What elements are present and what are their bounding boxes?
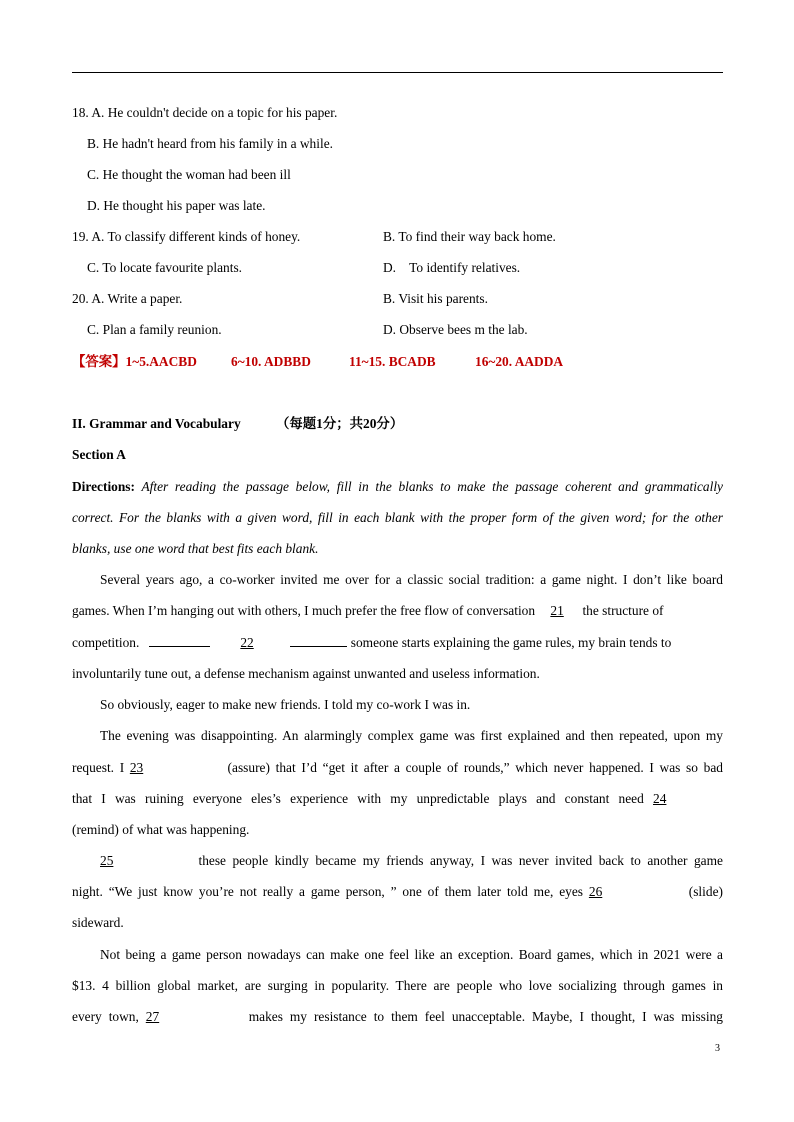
p1-line-2	[72, 603, 664, 619]
p5-line-3-text-b: makes my resistance to them feel unacceptable. Maybe, I thought, I was missing	[248, 1009, 723, 1024]
p2-line-1: So obviously, eager to make new friends. I told my co-work I was in.	[100, 697, 471, 712]
p1-line-3	[72, 634, 671, 651]
answer-key-16-20: 16~20. AADDA	[475, 354, 564, 369]
p1-line-2-text-a: games. When I’m hanging out with others, I much prefer the free flow of conversation	[72, 603, 536, 618]
q20-option-b: B. Visit his parents.	[383, 291, 488, 306]
directions-line-3: blanks, use one word that best fits each blank.	[72, 541, 319, 556]
p1-line-4: involuntarily tune out, a defense mechanism against unwanted and useless information.	[72, 666, 540, 681]
q18-option-b: B. He hadn't heard from his family in a while.	[87, 136, 333, 151]
p3-line-3-text-a: that I was ruining everyone eles’s experience with my unpredictable plays and constant need	[72, 791, 644, 806]
blank-23[interactable]: 23	[129, 760, 144, 775]
blank-22[interactable]: 22	[240, 635, 254, 650]
answer-key-6-10: 6~10. ADBBD	[231, 354, 311, 369]
blank-26[interactable]: 26	[588, 884, 603, 899]
blank-24[interactable]: 24	[653, 791, 667, 806]
section-score: （每题1分；共20分）	[276, 416, 404, 431]
answer-key-1-5: 【答案】1~5.AACBD	[72, 354, 197, 369]
section-a-heading: Section A	[72, 447, 126, 462]
q18-option-a: 18. A. He couldn't decide on a topic for his paper.	[72, 105, 338, 120]
q19-option-d: D. To identify relatives.	[383, 260, 521, 275]
p5-line-3	[72, 1009, 723, 1025]
q20-option-a: 20. A. Write a paper.	[72, 291, 183, 306]
q20-option-c: C. Plan a family reunion.	[87, 322, 222, 337]
q19-option-c: C. To locate favourite plants.	[87, 260, 242, 275]
q19-option-b: B. To find their way back home.	[383, 229, 556, 244]
p3-line-2-text-a: request. I	[72, 760, 125, 775]
p4-line-2-text-a: night. “We just know you’re not really a game person, ” one of them later told me, eyes	[72, 884, 584, 899]
answer-key-11-15: 11~15. BCADB	[349, 354, 436, 369]
p5-line-3-text-a: every town,	[72, 1009, 139, 1024]
p5-line-2: $13. 4 billion global market, are surging in popularity. There are people who love socializing through games in	[72, 978, 723, 993]
p1-line-1: Several years ago, a co-worker invited me over for a classic social tradition: a game night. I don’t like board	[100, 572, 723, 587]
directions-line-1	[72, 479, 723, 495]
p3-line-1: The evening was disappointing. An alarmingly complex game was first explained and then repeated, upon my	[100, 728, 723, 743]
q18-option-d: D. He thought his paper was late.	[87, 198, 266, 213]
p4-line-2-text-b: (slide)	[688, 884, 723, 899]
directions-label: Directions:	[72, 479, 135, 494]
p1-line-3-text-b: someone starts explaining the game rules, my brain tends to	[350, 635, 672, 650]
directions-line-2: correct. For the blanks with a given word, fill in each blank with the proper form of the given word; for the other	[72, 510, 723, 525]
header-rule	[72, 72, 723, 73]
p3-line-4: (remind) of what was happening.	[72, 822, 250, 837]
p4-line-3: sideward.	[72, 915, 124, 930]
q19-option-a: 19. A. To classify different kinds of honey.	[72, 229, 301, 244]
blank-21[interactable]: 21	[550, 603, 564, 618]
blank-22-underline-left	[149, 634, 210, 647]
blank-27[interactable]: 27	[145, 1009, 160, 1024]
directions-text-1: After reading the passage below, fill in the blanks to make the passage coherent and grammatically	[141, 479, 724, 494]
q20-option-d: D. Observe bees m the lab.	[383, 322, 528, 337]
p1-line-3-text-a: competition.	[72, 635, 140, 650]
p3-line-2	[72, 760, 723, 776]
p4-line-1-text-b: these people kindly became my friends anyway, I was never invited back to another game	[198, 853, 723, 868]
page-number: 3	[715, 1043, 720, 1054]
p1-line-2-text-b: the structure of	[582, 603, 664, 618]
p3-line-2-text-b: (assure) that I’d “get it after a couple of rounds,” which never happened. I was so bad	[227, 760, 723, 775]
blank-25[interactable]: 25	[100, 853, 114, 868]
p5-line-1: Not being a game person nowadays can make one feel like an exception. Board games, which in 2021 were a	[100, 947, 723, 962]
p3-line-3	[72, 791, 723, 807]
q18-option-c: C. He thought the woman had been ill	[87, 167, 291, 182]
blank-22-underline-right	[290, 634, 347, 647]
p4-line-1	[100, 853, 723, 869]
p4-line-2	[72, 884, 723, 900]
section-heading: II. Grammar and Vocabulary	[72, 416, 241, 431]
